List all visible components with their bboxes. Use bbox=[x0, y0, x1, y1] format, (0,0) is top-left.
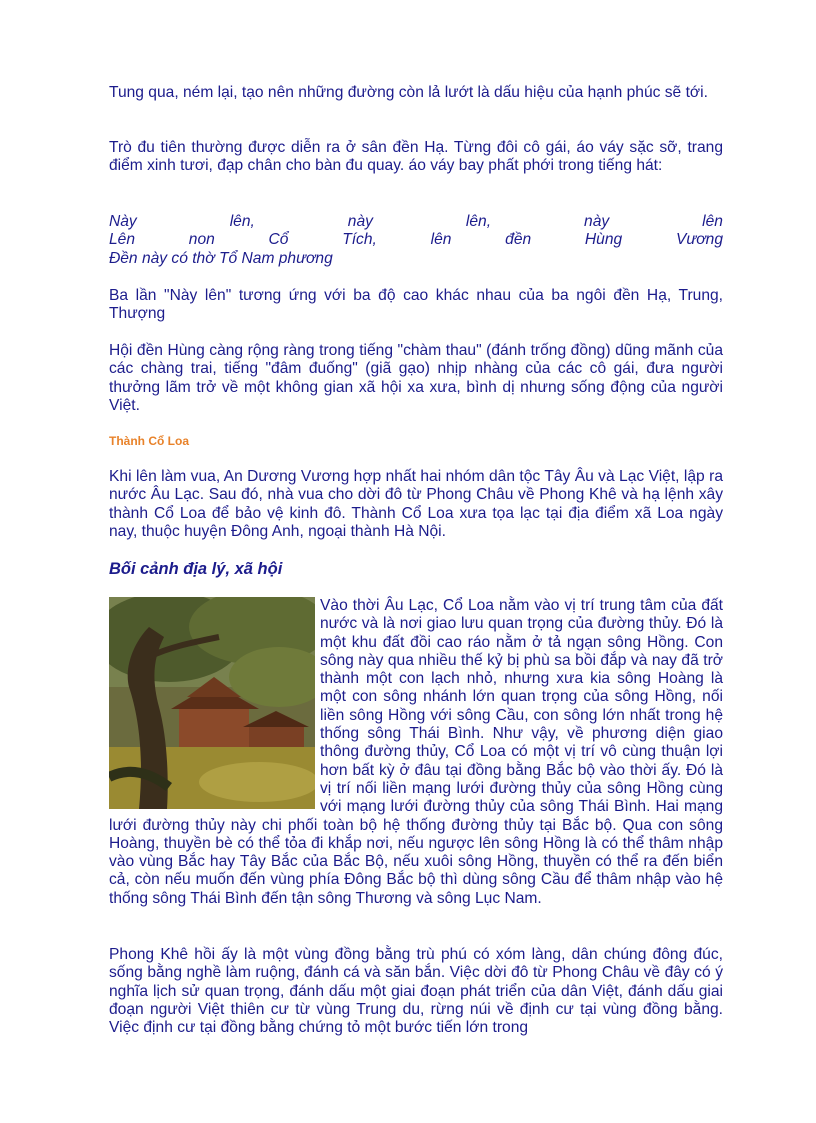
poem-word: lên bbox=[430, 231, 452, 249]
intro-block bbox=[109, 468, 723, 541]
paragraph-3-block bbox=[109, 287, 723, 324]
intro-paragraph: Khi lên làm vua, An Dương Vương hợp nhất hai nhóm dân tộc Tây Âu và Lạc Việt, lập ra nước Âu Lạc. Sau đó, nhà vua cho dời đô từ Phong Châu về Phong Khê và hạ lệnh xây thành Cổ Loa để bảo vệ kinh đô. Thành Cổ Loa xưa tọa lạc tại địa điểm xã Loa ngày nay, thuộc huyện Đông Anh, ngoại thành Hà Nội. bbox=[109, 468, 723, 540]
poem-word: này bbox=[584, 213, 610, 230]
poem-word: Lên bbox=[109, 231, 136, 249]
poem-line-text: Đền này có thờ Tổ Nam phương bbox=[109, 249, 333, 267]
temple-photo bbox=[109, 597, 315, 809]
paragraph-2: Trò đu tiên thường được diễn ra ở sân đền Hạ. Từng đôi cô gái, áo váy sặc sỡ, trang điểm xinh tươi, đạp chân cho bàn đu quay. áo váy bay phất phới trong tiếng hát: bbox=[109, 139, 723, 175]
poem-line-2 bbox=[109, 231, 723, 249]
poem-line-3 bbox=[109, 250, 723, 268]
image-text-block bbox=[109, 597, 723, 908]
temple-tree-illustration bbox=[109, 597, 315, 809]
poem-word: lên, bbox=[229, 213, 255, 230]
paragraph-4-block bbox=[109, 342, 723, 415]
poem-word: đền bbox=[505, 231, 532, 249]
poem-word: non bbox=[188, 231, 215, 249]
body-with-image: Vào thời Âu Lạc, Cổ Loa nằm vào vị trí trung tâm của đất nước và là nơi giao lưu quan trọng của đường thủy. Đó là một khu đất đồi cao ráo nằm ở tả ngạn sông Hồng. Con sông này qua nhiều thế kỷ bị phù sa bồi đắp và nay đã trở thành một con lạch nhỏ, nhưng xưa kia sông Hoàng là một con sông nhánh lớn quan trọng của sông Hồng, nối liền sông Hồng với sông Cầu, con sông lớn nhất trong hệ thống sông Thái Bình. Như vậy, về phương diện giao thông đường thủy, Cổ Loa có một vị trí vô cùng thuận lợi hơn bất kỳ ở đâu tại đồng bằng Bắc bộ vào thời ấy. Đó là vị trí nối liền mạng lưới đường thủy của sông Hồng cùng với mạng lưới đường thủy của sông Thái Bình. Hai mạng lưới đường thủy này chi phối toàn bộ hệ thống đường thủy tại Bắc bộ. Qua con sông Hoàng, thuyền bè có thể tỏa đi khắp nơi, nếu ngược lên sông Hồng là có thể thâm nhập vào vùng Bắc hay Tây Bắc của Bắc Bộ, nếu xuôi sông Hồng, thuyền có thể ra đến biển cả, còn nếu muốn đến vùng phía Đông Bắc bộ thì dùng sông Cầu để thâm nhập vào hệ thống sông Thái Bình đến tận sông Thương và sông Lục Nam. bbox=[109, 597, 723, 907]
poem-word: này bbox=[347, 213, 373, 230]
poem-word: Hùng bbox=[584, 231, 623, 249]
poem-word: Vương bbox=[675, 231, 723, 249]
section-heading: Bối cảnh địa lý, xã hội bbox=[109, 560, 283, 578]
poem-word: Này bbox=[109, 213, 137, 230]
poem-word: lên, bbox=[465, 213, 492, 230]
last-paragraph-block bbox=[109, 946, 723, 1037]
poem bbox=[109, 213, 723, 268]
paragraph-3: Ba lần "Này lên" tương ứng với ba độ cao khác nhau của ba ngôi đền Hạ, Trung, Thượng bbox=[109, 287, 723, 323]
paragraph-4: Hội đền Hùng càng rộng ràng trong tiếng "chàm thau" (đánh trống đồng) dũng mãnh của các chàng trai, tiếng "đâm đuống" (giã gạo) nhịp nhàng của các cô gái, đưa người thưởng lãm trở về một không gian xã hội xa xưa, bình dị nhưng sống động của người Việt. bbox=[109, 342, 723, 414]
poem-word: lên bbox=[702, 213, 723, 230]
poem-line-1 bbox=[109, 213, 723, 231]
section-title: Thành Cổ Loa bbox=[109, 434, 189, 448]
paragraph-1: Tung qua, ném lại, tạo nên những đường còn lả lướt là dấu hiệu của hạnh phúc sẽ tới. bbox=[109, 84, 708, 101]
poem-word: Tích, bbox=[342, 231, 377, 249]
paragraph-1-block bbox=[109, 84, 723, 102]
paragraph-2-block bbox=[109, 139, 723, 176]
poem-word: Cổ bbox=[268, 231, 289, 249]
last-paragraph: Phong Khê hồi ấy là một vùng đồng bằng trù phú có xóm làng, dân chúng đông đúc, sống bằng nghề làm ruộng, đánh cá và săn bắn. Việc dời đô từ Phong Châu về đây có ý nghĩa lịch sử quan trọng, đánh dấu một giai đoạn phát triển của dân Việt, đánh dấu giai đoạn người Việt thiên cư từ vùng Trung du, rừng núi về định cư tại vùng đồng bằng. Việc định cư tại đồng bằng chứng tỏ một bước tiến lớn trong bbox=[109, 946, 723, 1037]
